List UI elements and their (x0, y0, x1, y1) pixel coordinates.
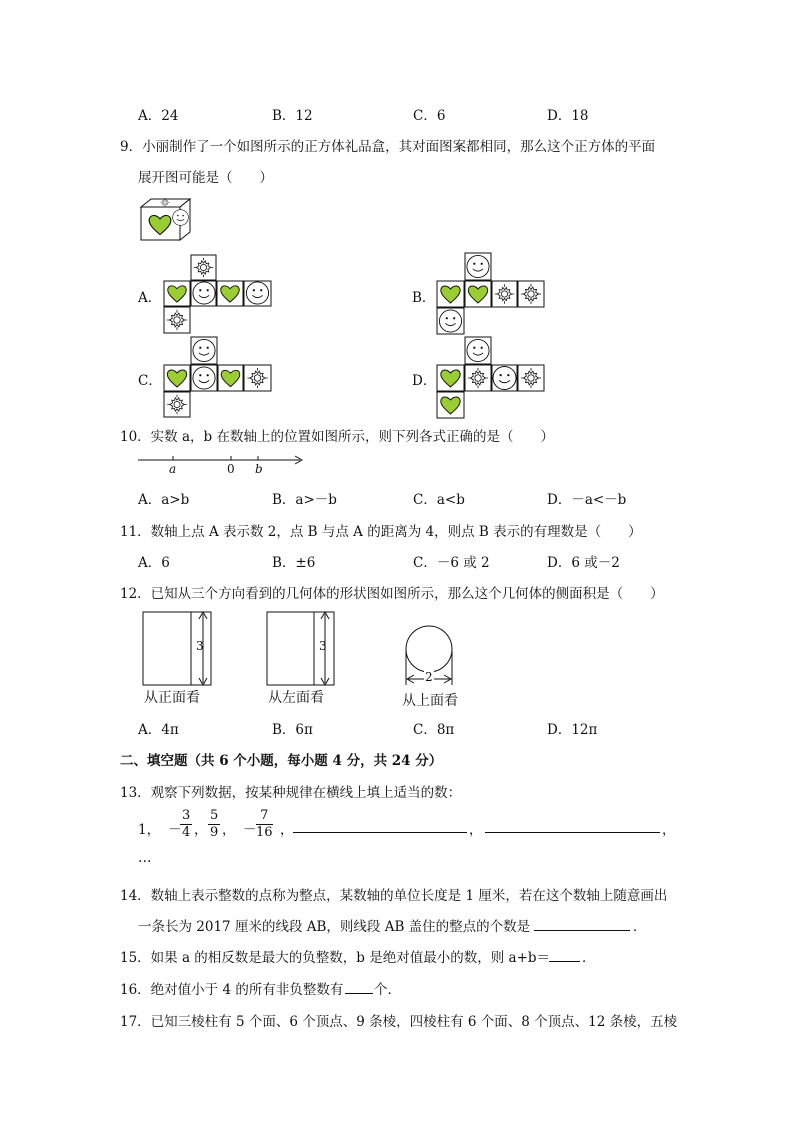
q16-answer-blank[interactable] (345, 993, 373, 994)
q12-top-view-label: 从上面看 (402, 693, 458, 709)
q11-option-d: D．6 或－2 (547, 555, 620, 571)
q10-axis-b: b (255, 462, 263, 476)
q11-stem: 11．数轴上点 A 表示数 2，点 B 与点 A 的距离为 4，则点 B 表示的有理数是（ ） (120, 524, 642, 540)
q12-option-b: B．6π (272, 722, 313, 738)
q15-end: ． (582, 950, 596, 966)
q9-label-c: C． (138, 373, 162, 389)
q13-comma4: ， (469, 822, 483, 838)
q16-stem: 16．绝对值小于 4 的所有非负整数有 (120, 982, 344, 998)
cube-figure (141, 198, 190, 240)
q10-stem: 10．实数 a，b 在数轴上的位置如图所示，则下列各式正确的是（ ） (120, 429, 554, 445)
q10-option-a: A．a>b (138, 492, 190, 508)
q8-option-b: B．12 (272, 108, 313, 124)
q13-frac3-den: 16 (256, 825, 273, 840)
q11-option-b: B．±6 (272, 555, 316, 571)
q12-front-view-label: 从正面看 (144, 690, 200, 706)
q13-stem: 13．观察下列数据，按某种规律在横线上填上适当的数： (120, 785, 462, 801)
q13-comma2: ， (222, 822, 236, 838)
q8-option-a: A．24 (138, 108, 179, 124)
q13-first-term: 1， (138, 822, 161, 838)
q14-stem-line1: 14．数轴上表示整数的点称为整点，某数轴的单位长度是 1 厘米，若在这个数轴上随意画出 (120, 888, 668, 904)
q13-frac2-num: 5 (210, 808, 219, 823)
q13-frac3 (256, 808, 273, 841)
q15-stem: 15．如果 a 的相反数是最大的负整数，b 是绝对值最小的数，则 a+b＝ (120, 950, 551, 966)
q10-option-d: D．－a<－b (547, 492, 627, 508)
q13-frac2 (208, 808, 220, 841)
net-b (437, 253, 544, 334)
q14-answer-blank[interactable] (534, 930, 630, 931)
q13-comma1: ， (194, 822, 208, 838)
q15-answer-blank[interactable] (549, 961, 580, 962)
q12-left-view-label: 从左面看 (268, 690, 324, 706)
q13-frac1-den: 4 (182, 825, 191, 840)
q10-number-line (135, 452, 335, 472)
q12-views (0, 605, 794, 695)
q9-figures (0, 0, 794, 420)
q13-comma3: ， (280, 822, 294, 838)
net-d (437, 337, 544, 418)
q13-frac1 (180, 808, 192, 841)
q12-front-dim: 3 (196, 639, 204, 653)
q13-comma5: ， (662, 822, 676, 838)
q13-answer-blank-1[interactable] (293, 832, 467, 833)
q12-top-dim: 2 (425, 670, 433, 684)
net-c (164, 337, 271, 417)
q8-option-d: D．18 (547, 108, 589, 124)
q12-option-c: C．8π (413, 722, 455, 738)
q14-end: ． (633, 919, 647, 935)
q11-option-a: A．6 (138, 555, 170, 571)
q9-stem-line2: 展开图可能是（ ） (138, 170, 273, 186)
q10-axis-zero: 0 (227, 462, 235, 476)
q13-frac1-num: 3 (182, 808, 191, 823)
q13-answer-blank-2[interactable] (485, 832, 660, 833)
q12-stem: 12．已知从三个方向看到的几何体的形状图如图所示，那么这个几何体的侧面积是（ ） (120, 586, 664, 602)
q14-stem-line2: 一条长为 2017 厘米的线段 AB，则线段 AB 盖住的整点的个数是 (138, 919, 531, 935)
q13-frac3-num: 7 (256, 808, 273, 825)
q10-axis-a: a (169, 462, 177, 476)
q17-stem-line1: 17．已知三棱柱有 5 个面、6 个顶点、9 条棱，四棱柱有 6 个面、8 个顶点、12 条棱，五棱 (120, 1014, 678, 1030)
q10-option-c: C．a<b (413, 492, 465, 508)
q10-option-b: B．a>－b (272, 492, 337, 508)
q12-left-dim: 3 (319, 639, 327, 653)
q12-option-a: A．4π (138, 722, 179, 738)
q13-frac3-sign: － (243, 822, 257, 838)
q13-ellipsis: … (138, 850, 152, 866)
q16-end: 个． (374, 982, 401, 998)
q9-label-d: D． (412, 373, 437, 389)
section2-title: 二、填空题（共 6 个小题，每小题 4 分，共 24 分） (120, 753, 443, 769)
q9-label-b: B． (412, 290, 436, 306)
q13-frac1-sign: － (168, 822, 182, 838)
q12-option-d: D．12π (547, 722, 598, 738)
q9-stem-line1: 9．小丽制作了一个如图所示的正方体礼品盒，其对面图案都相同，那么这个正方体的平面 (120, 139, 656, 155)
net-a (164, 255, 271, 333)
q11-option-c: C．－6 或 2 (413, 555, 490, 571)
q13-frac2-den: 9 (210, 825, 219, 840)
q8-option-c: C．6 (413, 108, 446, 124)
q9-label-a: A． (138, 290, 162, 306)
